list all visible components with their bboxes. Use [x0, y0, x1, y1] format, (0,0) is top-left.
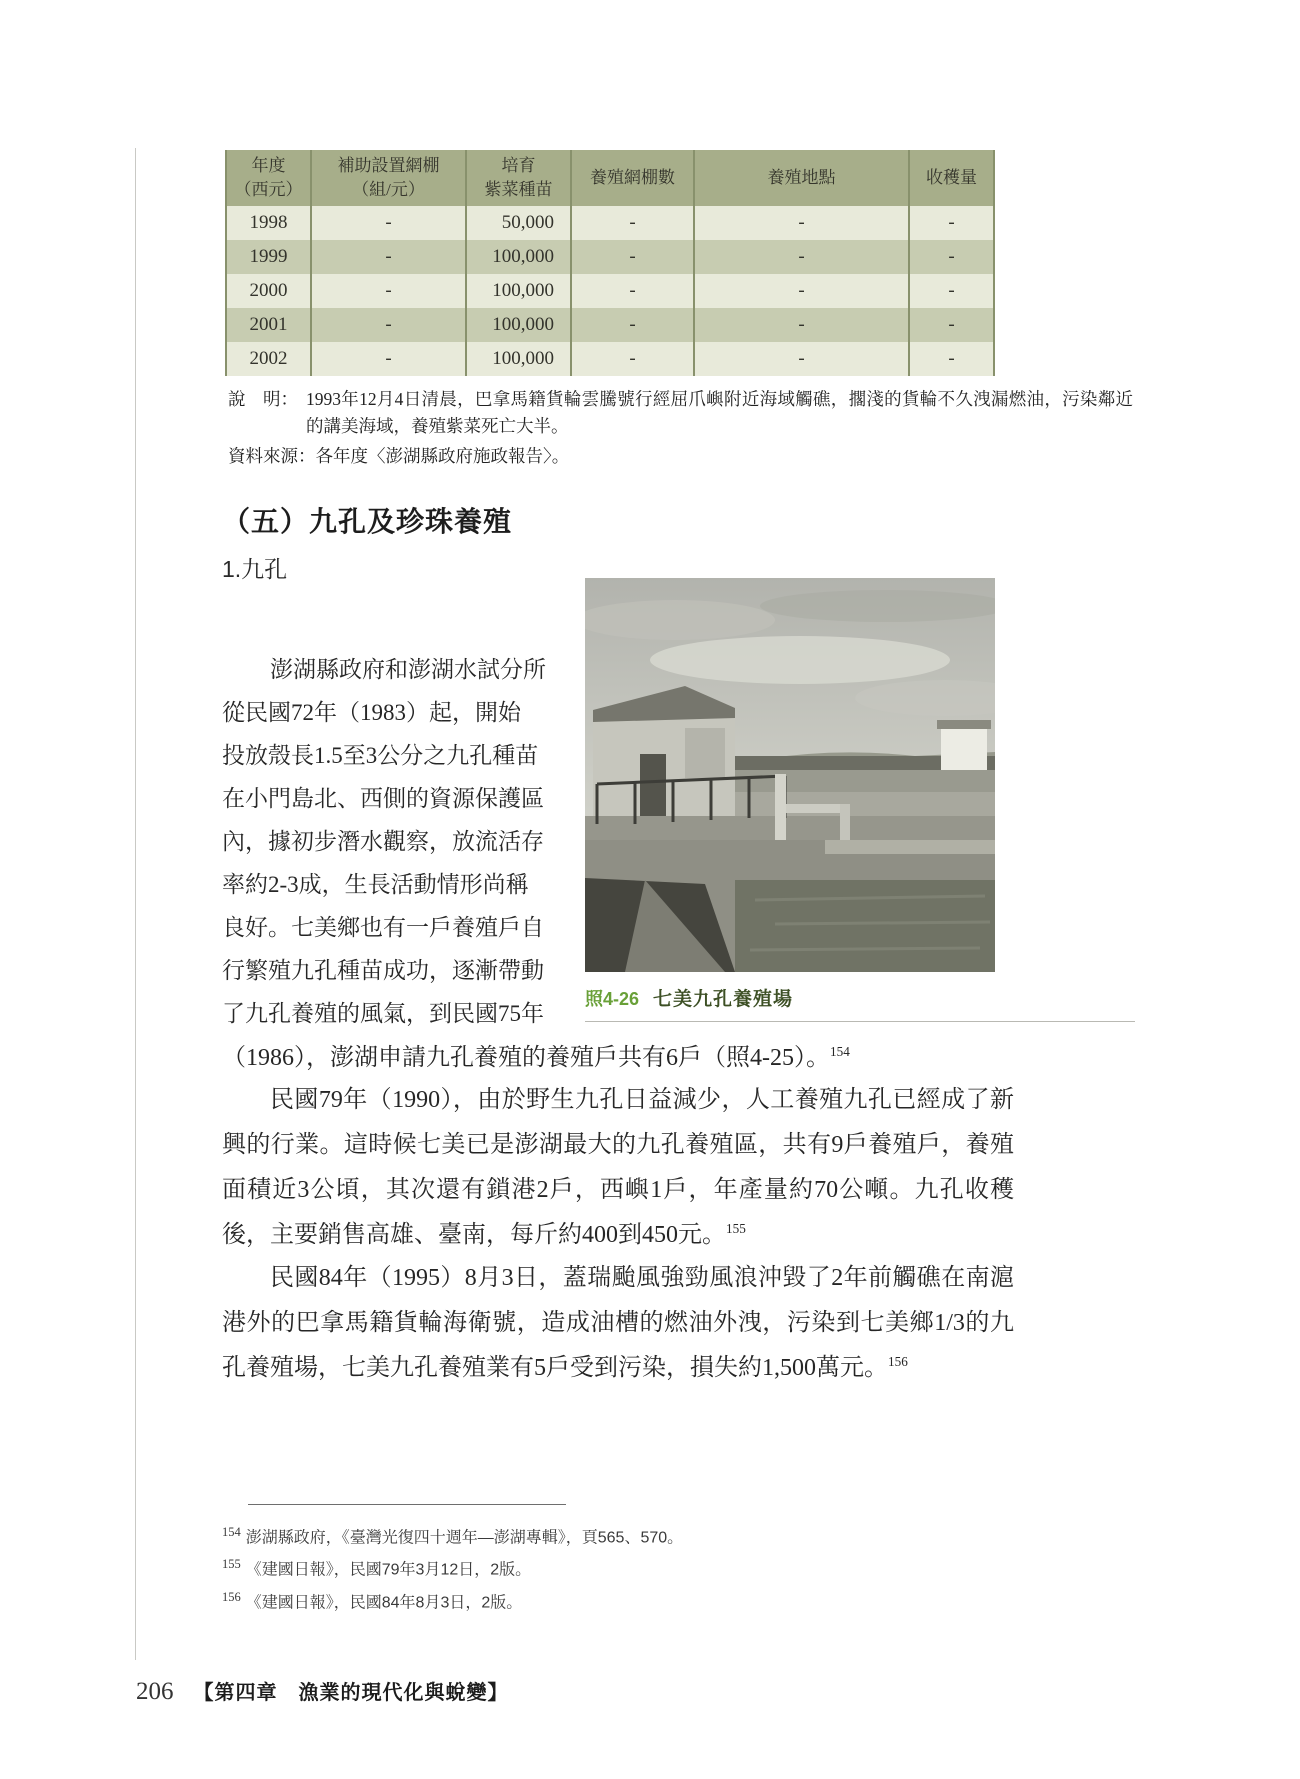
col-header-seedlings: 培育 紫菜種苗	[466, 150, 571, 206]
section-heading: （五）九孔及珍珠養殖	[222, 507, 513, 538]
footnotes-block	[222, 1519, 1042, 1616]
cell-seedlings: 50,000	[466, 206, 571, 240]
col-header-location: 養殖地點	[694, 150, 909, 206]
cell-year: 1998	[226, 206, 311, 240]
cell-location: -	[694, 342, 909, 376]
body-line: 澎湖縣政府和澎湖水試分所	[270, 657, 546, 682]
body-line: 在小門島北、西側的資源保護區	[222, 786, 544, 811]
source-label: 資料來源：	[228, 446, 316, 466]
cell-seedlings: 100,000	[466, 342, 571, 376]
cell-harvest: -	[909, 342, 994, 376]
table-row	[226, 342, 994, 376]
col-header-sheds: 養殖網棚數	[571, 150, 694, 206]
body-left-column	[222, 648, 574, 1035]
table-row	[226, 240, 994, 274]
cell-harvest: -	[909, 240, 994, 274]
cell-location: -	[694, 308, 909, 342]
body-line: 了九孔養殖的風氣，到民國75年	[222, 1001, 544, 1026]
body-line: 良好。七美鄉也有一戶養殖戶自	[222, 915, 544, 940]
paragraph-3	[222, 1256, 1014, 1391]
cell-sheds: -	[571, 342, 694, 376]
seaweed-subsidy-table	[225, 150, 995, 376]
left-margin-rule	[135, 148, 136, 1660]
cell-subsidy: -	[311, 206, 466, 240]
cell-harvest: -	[909, 308, 994, 342]
cell-year: 2000	[226, 274, 311, 308]
caption-divider-rule	[585, 1021, 1135, 1022]
footnote-number: 156	[222, 1589, 241, 1604]
cell-subsidy: -	[311, 342, 466, 376]
cell-seedlings: 100,000	[466, 240, 571, 274]
cell-location: -	[694, 206, 909, 240]
cell-subsidy: -	[311, 274, 466, 308]
cell-seedlings: 100,000	[466, 274, 571, 308]
footnote	[222, 1519, 1042, 1551]
footnote-number: 154	[222, 1525, 241, 1539]
cell-year: 2001	[226, 308, 311, 342]
paragraph-text: （1986），澎湖申請九孔養殖的養殖戶共有6戶（照4-25）。	[222, 1045, 830, 1071]
cell-subsidy: -	[311, 308, 466, 342]
cell-harvest: -	[909, 206, 994, 240]
col-header-year: 年度 （西元）	[226, 150, 311, 206]
note-label: 說 明：	[228, 389, 298, 409]
body-line: 投放殼長1.5至3公分之九孔種苗	[222, 743, 539, 768]
body-line: 行繁殖九孔種苗成功，逐漸帶動	[222, 958, 544, 983]
table-row	[226, 308, 994, 342]
footnote-text: 澎湖縣政府，《臺灣光復四十週年—澎湖專輯》，頁565、570。	[245, 1529, 684, 1547]
table-row	[226, 274, 994, 308]
body-line: 從民國72年（1983）起，開始	[222, 700, 521, 725]
paragraph-text: 民國84年（1995）8月3日，蓋瑞颱風強勁風浪沖毀了2年前觸礁在南滬港外的巴拿馬籍貨輪海衛號，造成油槽的燃油外洩，污染到七美鄉1/3的九孔養殖場，七美九孔養殖業有5戶受到污染，損失約1,500萬元。	[222, 1265, 1014, 1381]
col-header-harvest: 收穫量	[909, 150, 994, 206]
footnote-ref-154: 154	[830, 1044, 850, 1059]
col-header-subsidy: 補助設置網棚 （組/元）	[311, 150, 466, 206]
footnote	[222, 1584, 1042, 1616]
paragraph-2	[222, 1078, 1014, 1258]
cell-sheds: -	[571, 308, 694, 342]
cell-sheds: -	[571, 240, 694, 274]
source-text: 各年度〈澎湖縣政府施政報告〉。	[315, 446, 570, 466]
footnote-separator-rule	[248, 1504, 566, 1505]
footnote-ref-155: 155	[726, 1221, 746, 1236]
photo-caption-text: 七美九孔養殖場	[653, 989, 794, 1010]
aquaculture-photo	[585, 578, 995, 972]
page-number: 206	[136, 1678, 174, 1705]
cell-location: -	[694, 274, 909, 308]
paragraph-text: 民國79年（1990），由於野生九孔日益減少，人工養殖九孔已經成了新興的行業。這時候七美已是澎湖最大的九孔養殖區，共有9戶養殖戶，養殖面積近3公頃，其次還有鎖港2戶，西嶼1戶，年產量約70公噸。九孔收穫後，主要銷售高雄、臺南，每斤約400到450元。	[222, 1087, 1014, 1248]
page-footer	[136, 1676, 509, 1706]
cell-year: 2002	[226, 342, 311, 376]
chapter-title: 【第四章 漁業的現代化與蛻變】	[193, 1682, 509, 1704]
table-header-row	[226, 150, 994, 206]
photo-number-label: 照4-26	[585, 989, 640, 1009]
footnote	[222, 1551, 1042, 1583]
cell-year: 1999	[226, 240, 311, 274]
table-note	[228, 386, 1133, 470]
footnote-number: 155	[222, 1557, 241, 1572]
body-line: 內，據初步潛水觀察，放流活存	[222, 829, 544, 854]
cell-subsidy: -	[311, 240, 466, 274]
section-subheading: 1.九孔	[222, 556, 288, 582]
table-row	[226, 206, 994, 240]
cell-sheds: -	[571, 206, 694, 240]
photo-caption	[585, 984, 1130, 1011]
photo-illustration	[585, 578, 995, 972]
footnote-text: 《建國日報》，民國79年3月12日，2版。	[245, 1561, 532, 1579]
cell-seedlings: 100,000	[466, 308, 571, 342]
paragraph-1-continuation	[222, 1036, 1014, 1080]
cell-sheds: -	[571, 274, 694, 308]
cell-location: -	[694, 240, 909, 274]
body-line: 率約2-3成，生長活動情形尚稱	[222, 872, 529, 897]
cell-harvest: -	[909, 274, 994, 308]
footnote-ref-156: 156	[888, 1354, 908, 1369]
footnote-text: 《建國日報》，民國84年8月3日，2版。	[245, 1593, 523, 1611]
note-text: 1993年12月4日清晨，巴拿馬籍貨輪雲騰號行經屈爪嶼附近海域觸礁，擱淺的貨輪不久洩漏燃油，污染鄰近的講美海域，養殖紫菜死亡大半。	[306, 389, 1133, 436]
